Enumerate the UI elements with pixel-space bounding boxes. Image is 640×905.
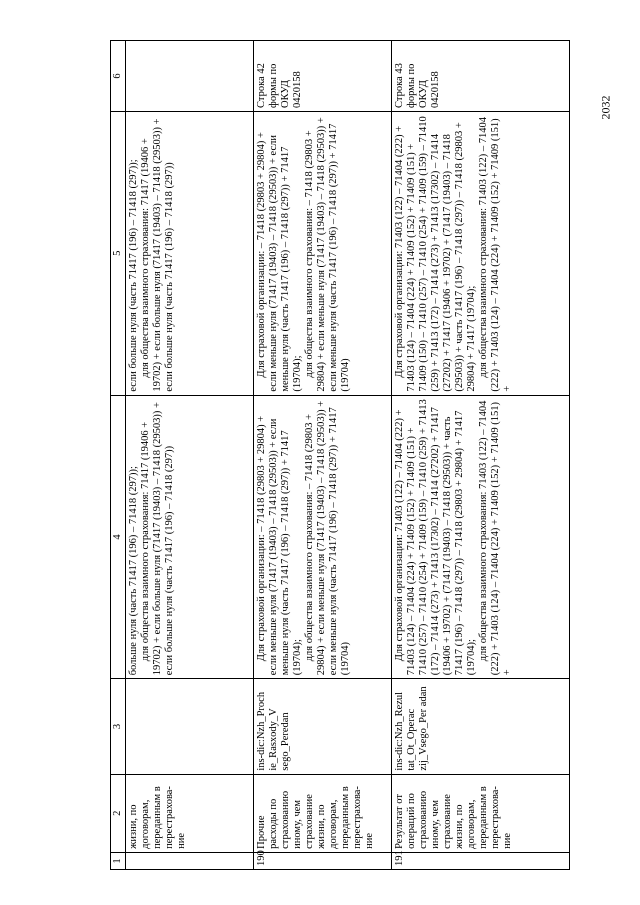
- column-header-5: 5: [111, 111, 126, 395]
- rotated-page-viewport: [110, 40, 578, 870]
- formula-reporting: [254, 395, 392, 679]
- column-header-3: 3: [111, 679, 126, 774]
- indicator-name: жизни, по договорам, переданным в перестрахова-ние: [126, 774, 254, 852]
- formula-paragraph: если больше нуля (часть 71417 (196) – 71418 (297));: [128, 159, 139, 392]
- formula-reference: [254, 111, 392, 395]
- formula-paragraph: Для страховой организации: 71403 (122) – 71404 (222) + 71403 (124) – 71404 (224) + 71409 (152) + 71409 (151) + 71410 (257) – 71410 (254) + 71409 (159) – 71410 (259) + 71413 (172) – 71414 (273) + 71413 (17302) – 71414 (27202) + 71417 (19406 + 19702) + (71417 (19403) – 71418 (29503)) + часть 71417 (196) – 71418 (297)) – 71418 (29803 + 29804) + 71417 (19704);: [394, 399, 477, 676]
- form-line-reference: [126, 41, 254, 112]
- rotated-table-stage: [110, 40, 578, 870]
- formula-paragraph: для общества взаимного страхования: – 71418 (29803 + 29804) + если меньше нуля (71417 (19403) – 71418 (29503)) + если меньше нуля (часть 71417 (196) – 71418 (297)) + 71417 (19704): [304, 400, 351, 676]
- formula-paragraph: для общества взаимного страхования: 71403 (122) – 71404 (222) + 71403 (124) – 71404 (224) + 71409 (152) + 71409 (151) +: [478, 400, 513, 676]
- formula-reporting: [392, 395, 570, 679]
- indicator-code: ins-dic:Nzh_Rezul tat_Ot_Operac zij_Vsego_Per adan: [392, 679, 570, 774]
- row-number: 190: [254, 852, 392, 869]
- formula-reference: [392, 111, 570, 395]
- indicator-name: Результат от операций по страхованию иному, чем страхование жизни, по договорам, переданным в перестрахова-ние: [392, 774, 570, 852]
- row-number: [126, 852, 254, 869]
- header-row: [111, 41, 126, 870]
- page-number: [586, 0, 626, 905]
- formula-paragraph: для общества взаимного страхования: 71403 (122) – 71404 (222) + 71403 (124) – 71404 (224) + 71409 (152) + 71409 (151) +: [478, 116, 513, 392]
- indicator-code: ins-dic:Nzh_Proch ie_Rasxody_V sego_Peredan: [254, 679, 392, 774]
- formula-paragraph: для общества взаимного страхования: 71417 (19406 + 19702) + если больше нуля (71417 (19403) – 71418 (29503)) + если больше нуля (часть 71417 (196) – 71418 (297)): [140, 118, 175, 392]
- indicator-table: [110, 40, 570, 870]
- column-header-4: 4: [111, 395, 126, 679]
- table-row: [254, 41, 392, 870]
- table-row: [126, 41, 254, 870]
- formula-paragraph: Для страховой организации: – 71418 (29803 + 29804) + если меньше нуля (71417 (19403) – 71418 (29503)) + если меньше нуля (часть 71417 (196) – 71418 (297)) + 71417 (19704);: [256, 415, 303, 676]
- formula-paragraph: Для страховой организации: – 71418 (29803 + 29804) + если меньше нуля (71417 (19403) – 71418 (29503)) + если меньше нуля (часть 71417 (196) – 71418 (297)) + 71417 (19704);: [256, 132, 303, 392]
- indicator-name: Прочие расходы по страхованию иному, чем страхование жизни, по договорам, переданным в перестрахова-ние: [254, 774, 392, 852]
- formula-paragraph: для общества взаимного страхования: 71417 (19406 + 19702) + если больше нуля (71417 (19403) – 71418 (29503)) + если больше нуля (часть 71417 (196) – 71418 (297)): [140, 402, 175, 676]
- table-row: [392, 41, 570, 870]
- column-header-6: 6: [111, 41, 126, 112]
- form-line-reference: Строка 42 формы по ОКУД 0420158: [254, 41, 392, 112]
- column-header-1: 1: [111, 852, 126, 869]
- formula-paragraph: больше нуля (часть 71417 (196) – 71418 (297));: [128, 466, 139, 676]
- formula-reporting: [126, 395, 254, 679]
- formula-paragraph: Для страховой организации: 71403 (122) – 71404 (222) + 71403 (124) – 71404 (224) + 71409 (152) + 71409 (151) + 71409 (150) – 71410 (257) – 71410 (254) + 71409 (159) – 71410 (259) + 71413 (172) – 71414 (273) + 71413 (17302) – 71414 (27202) + 71417 (19406 + 19702) + (71417 (19403) – 71418 (29503)) + часть 71417 (196) – 71418 (297)) – 71418 (29803 + 29804) + 71417 (19704);: [394, 116, 477, 392]
- page-number-text: 2032: [598, 95, 613, 120]
- formula-paragraph: для общества взаимного страхования: – 71418 (29803 + 29804) + если меньше нуля (71417 (19403) – 71418 (29503)) + если меньше нуля (часть 71417 (196) – 71418 (297)) + 71417 (19704): [304, 117, 351, 392]
- formula-reference: [126, 111, 254, 395]
- column-header-2: 2: [111, 774, 126, 852]
- form-line-reference: Строка 43 формы по ОКУД 0420158: [392, 41, 570, 112]
- indicator-code: [126, 679, 254, 774]
- row-number: 191: [392, 852, 570, 869]
